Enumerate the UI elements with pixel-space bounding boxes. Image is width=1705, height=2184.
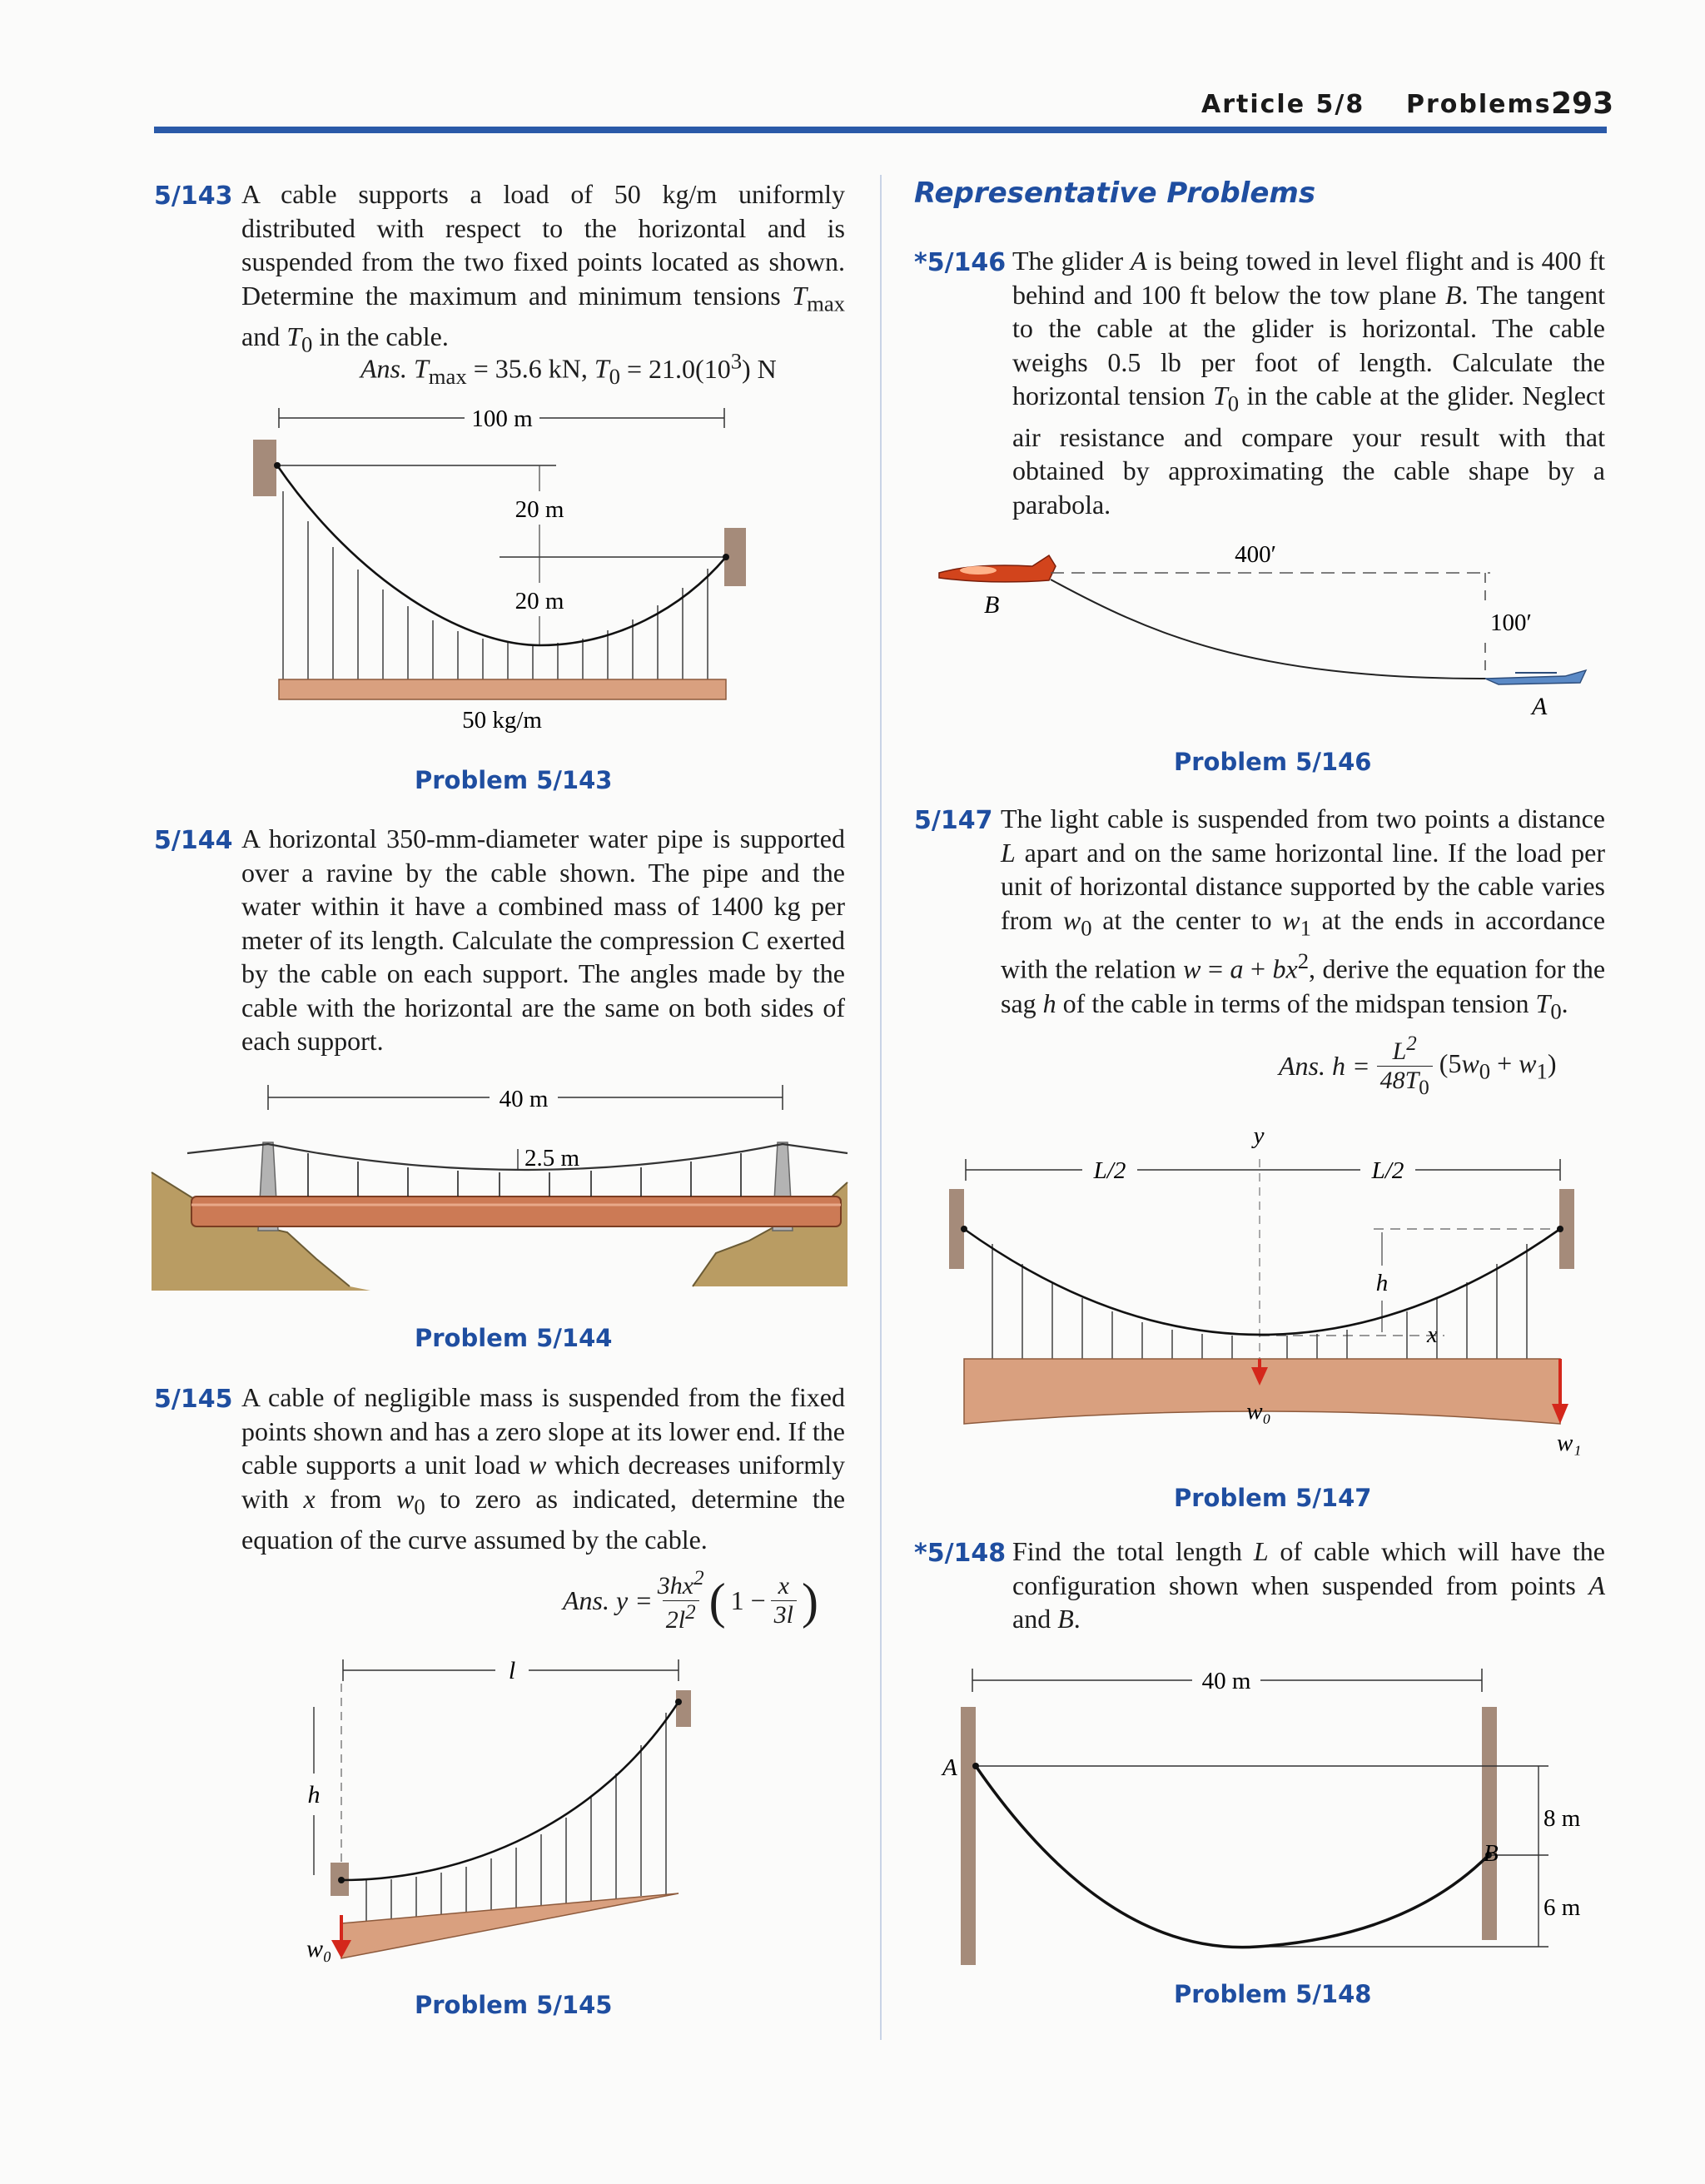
fig148-a-label: A: [942, 1754, 957, 1781]
fig145-load-label: w₀: [306, 1935, 332, 1963]
fig148-lower-label: 6 m: [1543, 1894, 1581, 1921]
header-section: Article 5/8: [1201, 90, 1365, 119]
fig148-b-label: B: [1484, 1840, 1499, 1867]
problem-text-145: A cable of negligible mass is suspended from the fixed points shown and has a zero slope at its lower end. If the cable supports a unit load w which decreases uniformly with x from $w_0$ to zero as indicated, determine the equation of the curve assumed by the cable.: [241, 1382, 846, 1555]
fig145-span-label: l: [508, 1657, 516, 1684]
problem-number-147: 5/147: [914, 806, 993, 835]
fig147-sag-label: h: [1375, 1270, 1389, 1296]
fig147-x-label: x: [1427, 1321, 1438, 1348]
problem-text-146: The glider A is being towed in level flight and is 400 ft behind and 100 ft below the tow plane B. The tangent to the cable at the glider is horizontal. The cable weighs 0.5 lb per foot of length. Calculate the horizontal tension $T_0$ in the cable at the glider. Neglect air resistance and compare your result with that obtained by approximating the cable shape by a parabola.: [1012, 246, 1606, 520]
fig144-span-label: 40 m: [499, 1086, 549, 1112]
problem-number-146: *5/146: [914, 248, 1007, 277]
caption-143: Problem 5/143: [415, 766, 613, 794]
fig143-load-label: 50 kg/m: [462, 707, 542, 734]
fig147-y-label: y: [1253, 1122, 1265, 1149]
fig147-w0-label: w₀: [1246, 1398, 1271, 1425]
problem-number-145: 5/145: [154, 1385, 233, 1414]
problem-number-143: 5/143: [154, 182, 233, 211]
problem-number-144: 5/144: [154, 826, 233, 855]
page-number: 293: [1551, 87, 1614, 121]
caption-148: Problem 5/148: [1174, 1980, 1372, 2008]
problem-text-147: The light cable is suspended from two points a distance L apart and on the same horizontal line. If the load per unit of horizontal distance supported by the cable varies from $w_0$ at the center to $w_1$ at the ends in accordance with the relation $w = a + bx^2$, derive the equation for the sag h of the cable in terms of the midspan tension $T_0$.: [1001, 803, 1606, 1023]
answer-143: Ans. $T_{max} = 35.6$ kN, $T_0 = 21.0(10^3)$ N: [360, 348, 777, 390]
answer-147: Ans. h = $\frac{L^2}{48T_0}$ $(5w_0 + w_1)$: [1279, 1032, 1557, 1099]
caption-146: Problem 5/146: [1174, 748, 1372, 776]
fig146-vertical-label: 100′: [1490, 609, 1532, 636]
representative-heading: Representative Problems: [914, 177, 1316, 210]
fig146-horizontal-label: 400′: [1235, 541, 1276, 568]
caption-147: Problem 5/147: [1174, 1484, 1372, 1512]
fig148-span-label: 40 m: [1201, 1668, 1251, 1694]
fig146-b-label: B: [984, 591, 1000, 619]
caption-145: Problem 5/145: [415, 1991, 613, 2019]
problem-text-148: Find the total length L of cable which will have the configuration shown when suspended from points A and B.: [1012, 1536, 1606, 1634]
fig143-dim-upper: 20 m: [514, 496, 564, 523]
fig146-a-label: A: [1532, 693, 1548, 720]
answer-145: Ans. y = $\frac{3hx^2}{2l^2}$ ( 1 − $\frac{x}{3l}$ ): [563, 1567, 818, 1634]
fig143-span-label: 100 m: [471, 405, 533, 432]
header-title: Problems: [1405, 90, 1552, 119]
caption-144: Problem 5/144: [415, 1324, 613, 1352]
fig148-upper-label: 8 m: [1543, 1805, 1581, 1832]
fig147-left-label: L/2: [1093, 1157, 1126, 1184]
problem-number-148: *5/148: [914, 1539, 1007, 1568]
fig147-right-label: L/2: [1371, 1157, 1404, 1184]
fig147-w1-label: w₁: [1557, 1430, 1582, 1456]
problem-text-143: A cable supports a load of 50 kg/m uniformly distributed with respect to the horizontal and is suspended from the two fixed points located as shown. Determine the maximum and minimum tensions $T_{max}$ and $T_0$ in the cable.: [241, 179, 845, 357]
fig143-dim-lower: 20 m: [514, 588, 564, 614]
fig145-height-label: h: [307, 1781, 321, 1808]
fig144-sag-label: 2.5 m: [524, 1145, 580, 1172]
problem-text-144: A horizontal 350-mm-diameter water pipe is supported over a ravine by the cable shown. The pipe and the water within it have a combined mass of 1400 kg per meter of its length. Calculate the compression C exerted by the cable on each support. The angles made by the cable with the horizontal are the same on both sides of each support.: [241, 823, 845, 1056]
